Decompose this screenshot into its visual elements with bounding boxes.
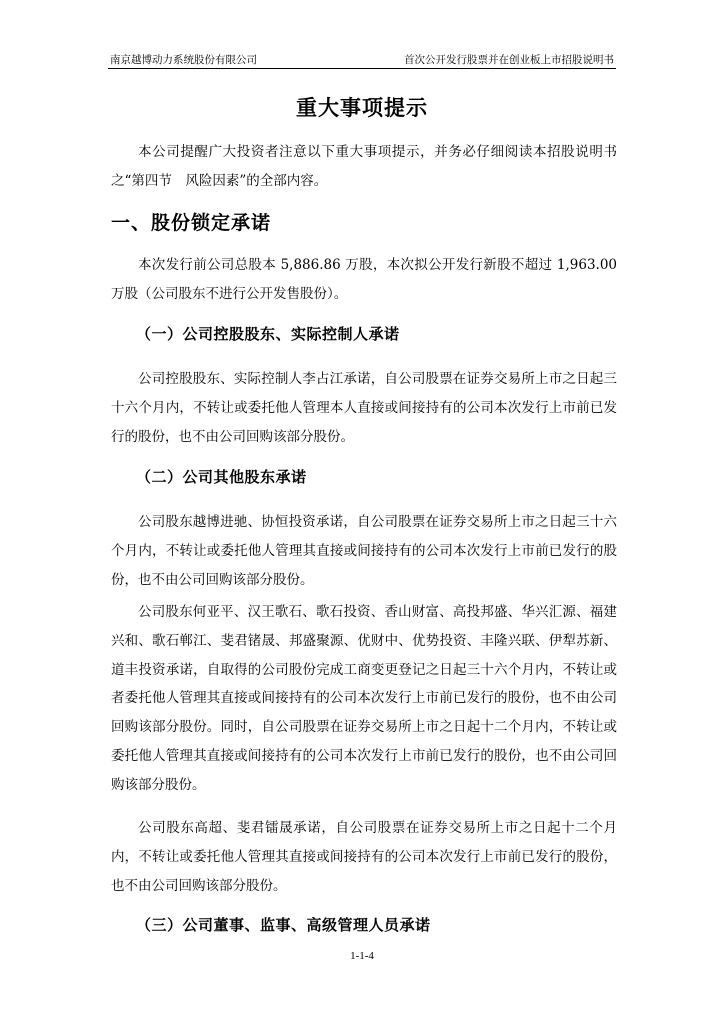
page-number: 1-1-4 (350, 950, 374, 962)
other-shareholders-paragraph-2: 公司股东何亚平、汉王歌石、歌石投资、香山财富、高投邦盛、华兴汇源、福建兴和、歌石郸江、斐君锗晟、邦盛聚源、优财中、优势投资、丰隆兴联、伊犁苏新、道丰投资承诺，自取得的公司股份完成工商变更登记之日起三十六个月内，不转让或者委托他人管理其直接或间接持有的公司本次发行上市前已发行的股份，也不由公司回购该部分股份。同时，自公司股票在证券交易所上市之日起十二个月内，不转让或委托他人管理其直接或间接持有的公司本次发行上市前已发行的股份，也不由公司回购该部分股份。 (111, 604, 617, 793)
intro-paragraph: 本公司提醒广大投资者注意以下重大事项提示，并务必仔细阅读本招股说明书之“第四节 风险因素”的全部内容。 (111, 144, 617, 189)
subsection-heading-directors: （三）公司董事、监事、高级管理人员承诺 (136, 916, 431, 934)
section-heading-share-lockup: 一、股份锁定承诺 (111, 212, 272, 234)
controlling-shareholder-paragraph: 公司控股股东、实际控制人李占江承诺，自公司股票在证券交易所上市之日起三十六个月内，不转让或委托他人管理本人直接或间接持有的公司本次发行上市前已发行的股份，也不由公司回购该部分股份。 (111, 371, 617, 445)
header-company-name: 南京越博动力系统股份有限公司 (110, 54, 257, 66)
subsection-heading-controlling-shareholder: （一）公司控股股东、实际控制人承诺 (136, 325, 400, 343)
page-header (108, 50, 616, 69)
subsection-heading-other-shareholders: （二）公司其他股东承诺 (136, 468, 307, 486)
share-capital-paragraph: 本次发行前公司总股本 5,886.86 万股，本次拟公开发行新股不超过 1,963.00 万股（公司股东不进行公开发售股份）。 (111, 257, 617, 302)
header-document-title: 首次公开发行股票并在创业板上市招股说明书 (404, 54, 614, 66)
page-title: 重大事项提示 (296, 96, 428, 120)
other-shareholders-paragraph-1: 公司股东越博进驰、协恒投资承诺，自公司股票在证券交易所上市之日起三十六个月内，不转让或委托他人管理其直接或间接持有的公司本次发行上市前已发行的股份，也不由公司回购该部分股份。 (111, 514, 617, 588)
other-shareholders-paragraph-3: 公司股东高超、斐君镭晟承诺，自公司股票在证券交易所上市之日起十二个月内，不转让或委托他人管理其直接或间接持有的公司本次发行上市前已发行的股份，也不由公司回购该部分股份。 (111, 820, 617, 894)
